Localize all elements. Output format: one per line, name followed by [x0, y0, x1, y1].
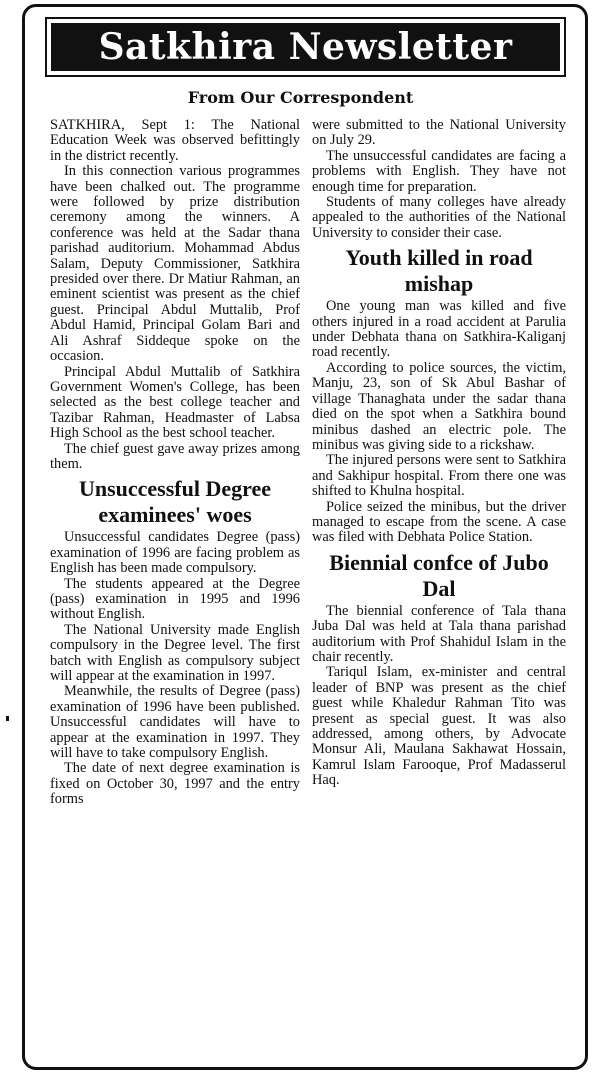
paragraph: The National University made English compulsory in the Degree level. The first batch with English as compulsory subject will appear at the examination in 1997.	[50, 621, 300, 684]
headline-biennial-conference: Biennial confce of Jubo Dal	[329, 549, 549, 601]
paragraph: One young man was killed and five others injured in a road accident at Parulia under Debhata thana on Satkhira-Kaliganj road recently.	[312, 298, 566, 361]
byline: From Our Correspondent	[187, 88, 414, 107]
right-column	[312, 118, 566, 789]
paragraph: Students of many colleges have already appealed to the authorities of the National University to consider their case.	[312, 194, 566, 241]
margin-mark	[6, 716, 9, 721]
paragraph: According to police sources, the victim, Manju, 23, son of Sk Abul Bashar of village Thanaghata under the sadar thana died on the spot when a Satkhira bound minibus dashed an electric pole. The minibus was giving side to a rickshaw.	[312, 359, 566, 453]
paragraph: SATKHIRA, Sept 1: The National Education Week was observed befittingly in the district recently.	[50, 117, 300, 164]
headline-degree-examinees: Unsuccessful Degree examinees' woes	[78, 476, 272, 528]
paragraph: Meanwhile, the results of Degree (pass) examination of 1996 have been published. Unsuccessful candidates will have to appear at the examination in 1997. They will have to take compulsory English.	[50, 683, 300, 762]
paragraph: Tariqul Islam, ex-minister and central leader of BNP was present as the chief guest while Khaledur Rahman Tito was present as special guest. It was also addressed, among others, by Advocate Monsur Ali, Maulana Sakhawat Hossain, Kamrul Islam Farooque, Prof Madasserul Haq.	[312, 664, 566, 789]
paragraph: The students appeared at the Degree (pass) examination in 1995 and 1996 without English.	[50, 575, 300, 623]
masthead	[45, 17, 566, 77]
headline-youth-killed: Youth killed in road mishap	[345, 245, 533, 297]
paragraph: The chief guest gave away prizes among them.	[50, 440, 300, 472]
paragraph: The unsuccessful candidates are facing a problems with English. They have not enough time for preparation.	[312, 147, 566, 195]
paragraph: Principal Abdul Muttalib of Satkhira Government Women's College, has been selected as the best college teacher and Tazibar Rahman, Headmaster of Labsa High School as the best school teacher.	[50, 363, 300, 442]
paragraph: Unsuccessful candidates Degree (pass) examination of 1996 are facing problem as English has been made compulsory.	[50, 529, 300, 577]
left-column	[50, 118, 300, 808]
masthead-title: Satkhira Newsletter	[51, 23, 560, 71]
paragraph: The biennial conference of Tala thana Juba Dal was held at Tala thana parishad auditorium with Prof Shahidul Islam in the chair recently.	[312, 602, 566, 665]
paragraph: In this connection various programmes have been chalked out. The programme were followed by prize distribution ceremony among the winners. A conference was held at the Sadar thana parishad auditorium. Mohammad Abdus Salam, Deputy Commissioner, Satkhira presided over there. Dr Matiur Rahman, an eminent scientist was present as the chief guest. Principal Abdul Muttalib, Prof Abdul Hamid, Principal Golam Bari and Ali Ashraf Siddeque spoke on the occasion.	[50, 163, 300, 365]
paragraph: were submitted to the National University on July 29.	[312, 117, 566, 149]
paragraph: The injured persons were sent to Satkhira and Sakhipur hospital. From there one was shifted to Khulna hospital.	[312, 452, 566, 500]
paragraph: Police seized the minibus, but the driver managed to escape from the scene. A case was filed with Debhata Police Station.	[312, 498, 566, 546]
paragraph: The date of next degree examination is fixed on October 30, 1997 and the entry forms	[50, 760, 300, 808]
